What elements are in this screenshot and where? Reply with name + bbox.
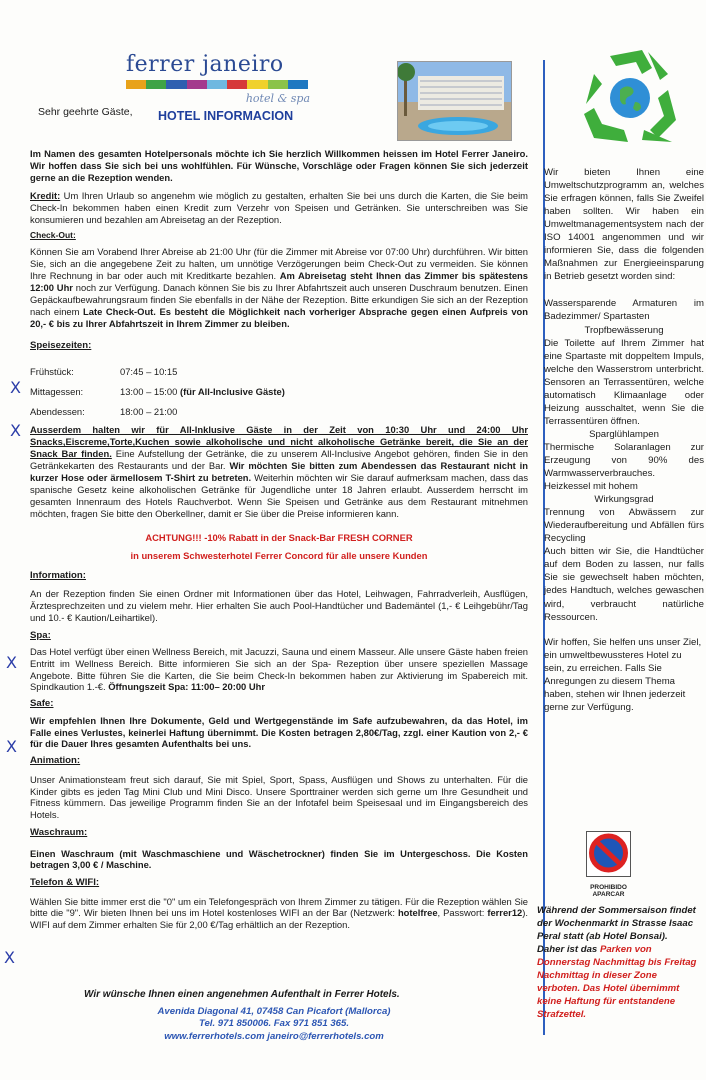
meal-time: 18:00 – 21:00 [120, 406, 178, 418]
closing-greeting: Wir wünsche Ihnen einen angenehmen Aufenthalt in Ferrer Hotels. [84, 989, 400, 1000]
phone-text-3: ). WIFI auf dem Zimmer erhalten Sie für 2,00 €/Tag erhältlich an der Rezeption. [30, 907, 528, 931]
env-towels: Auch bitten wir Sie, die Handtücher auf dem Boden zu lassen, nur falls Sie sie gewechselt haben möchten, jedes Handtuch, welches gewaschen wird, verbraucht natürliche Ressourcen. [544, 546, 704, 623]
market-warning: Parken von Donnerstag Nachmittag bis Freitag Nachmittag in dieser Zone verboten. Das Hotel übernimmt keine Haftung für entstandene Strafzettel. [537, 944, 697, 1021]
environment-info [544, 166, 704, 714]
information-text: An der Rezeption finden Sie einen Ordner mit Informationen über das Hotel, Leihwagen, Fahrradverleih, Ausflügen, Ärztesprechzeiten und zu vielem mehr. Hier erhalten Sie auch Pool-Handtücher und Bademäntel (1,- € Leihgebühr/Tag und 10.- € Kaution/Leihartikel). [30, 587, 528, 623]
spa-text-body: Das Hotel verfügt über einen Wellness Bereich, mit Jacuzzi, Sauna und einem Masseur. Alle unsere Gäste haben freien Entritt im Wellness Bereich. Bitte informieren Sie sich an der Spa- Rezeption über unsere speziellen Massage Angebote. Bitte führen Sie die Karten, die Sie beim Check-In bekommen haben zur Aktivierung im Spabereich mit. Spindkaution 1.-€. [30, 645, 528, 693]
spa-hours: Öffnungszeit Spa: 11:00– 20:00 Uhr [108, 681, 266, 693]
phone-heading: Telefon & WIFI: [30, 877, 100, 889]
meal-time-value: 13:00 – 15:00 [120, 386, 178, 398]
env-measure: Heizkessel mit hohem [544, 481, 638, 493]
checkout-bold-2: Late Check-Out. Es besteht die Möglichkeit nach vorheriger Absprache gegen einen Aufpreis von 20,- € bis zu Ihrer Abfahrtszeit in Ihrem Zimmer zu bleiben. [30, 306, 529, 330]
logo-color-segment [187, 80, 207, 89]
checkout-heading: Check-Out: [30, 229, 76, 240]
meal-row [30, 384, 528, 400]
information-heading: Information: [30, 569, 86, 581]
safe-text: Wir empfehlen Ihnen Ihre Dokumente, Geld und Wertgegenstände im Safe aufzubewahren, da das Hotel, im Falle eines Verlustes, keinerlei Haftung übernimmt. Die Kosten betragen 2,80€/Tag, zzgl. einer Kaution von 2,- € für die Dauer Ihres gesamten Aufenthalts bei uns. [30, 714, 528, 750]
checkout-text-1: Können Sie am Vorabend Ihrer Abreise ab 21:00 Uhr (für die Zimmer mit Abreise vor 07:00 Uhr) durchführen. Wir bitten Sie, sich an die angegebene Zeit zu halten, um unnötige Verzögerungen beim Check-Out zu vermeiden. Sie können Ihre Rechnung in bar oder auch mit Kreditkarte bezahlen. [30, 246, 528, 282]
allinclusive-bold-2: Wir möchten Sie bitten zum Abendessen das Restaurant nicht in kurzer Hose oder ärmellosem T-Shirt zu betreten. [30, 459, 529, 483]
animation-text: Unser Animationsteam freut sich darauf, Sie mit Spiel, Sport, Spass, Ausflügen und Shows zu unterhalten. Für die Kinder gibts es jeden Tag Mini Club und Mini Disco. Unsere Sporttrainer werden sich gerne um Ihre Gesundheit und Fitness kümmern. Das jeweilige Programm finden Sie an der Infotafel beim Speisesaal und im Eingangsbereich des Hotels. [30, 773, 528, 821]
logo-color-segment [166, 80, 186, 89]
main-content [30, 148, 528, 931]
handwritten-x-mark: X [6, 653, 17, 672]
env-measure: Wirkungsgrad [594, 494, 654, 506]
logo-color-bar [126, 80, 308, 89]
logo-color-segment [288, 80, 308, 89]
logo-color-segment [207, 80, 227, 89]
no-parking-sign [586, 831, 631, 897]
meal-row [30, 404, 528, 420]
intro-text: Im Namen des gesamten Hotelpersonals möchte ich Sie herzlich Willkommen heissen im Hotel Ferrer Janeiro. Wir hoffen dass Sie sich bei uns wohlfühlen. Für Wünsche, Vorschläge oder Fragen können Sie sich jederzeit gerne an die Rezeption wenden. [30, 148, 528, 183]
spa-heading: Spa: [30, 629, 51, 641]
handwritten-x-mark: X [10, 421, 21, 440]
wifi-network: hotelfree [397, 907, 438, 919]
logo-color-segment [146, 80, 166, 89]
allinclusive-bold: Ausserdem halten wir für All-Inklusive Gäste in der Zeit von 10:30 Uhr und 24:00 Uhr Snacks,Eiscreme,Torte,Kuchen sowie alkoholische und nicht alkoholische Getränke bereit, die Sie an der Snack Bar finden. [30, 424, 528, 460]
phone-text [30, 896, 528, 932]
logo-text: ferrer janeiro [126, 52, 284, 77]
phone-text-1: Wählen Sie bitte immer erst die "0" um ein Telefongespräch von Ihrem Zimmer zu tätigen. Für die Rezeption wählen Sie bitte die "9". Wir bieten Ihnen bei uns im Hotel kostenloses WIFI an der Bar (Netzwerk: [30, 895, 528, 919]
meal-time [120, 386, 285, 398]
logo-subtitle: hotel & spa [245, 92, 310, 105]
logo-color-segment [268, 80, 288, 89]
env-closing: Wir hoffen, Sie helfen uns unser Ziel, ein umweltbewussteres Hotel zu sein, zu erreichen. Falls Sie Anregungen zu diesem Thema haben, stehen wir Ihnen jederzeit gerne zur Verfügung. [544, 636, 702, 713]
laundry-heading: Waschraum: [30, 827, 88, 839]
handwritten-x-mark: X [4, 948, 15, 967]
meal-label: Mittagessen: [30, 386, 84, 398]
address-line: Avenida Diagonal 41, 07458 Can Picafort (Mallorca) [157, 1006, 391, 1017]
logo-color-segment [126, 80, 146, 89]
allinclusive-text-2: Weiterhin möchten wir Sie darauf aufmerksam machen, dass das spanische Gesetz keine alkoholischen Getränke für Jugendliche unter 18 Jahren erlaubt. Ausserdem herrscht im gesamten Innenraum des Hotels Rauchverbot. Wenn Sie Speisen und Getränke aus dem Restaurant mitnehmen möchten, fragen Sie bitte den Oberkellner, damit er Sie über die Preise informieren kann. [30, 471, 529, 519]
kredit-section [30, 190, 528, 226]
hotel-photo [397, 61, 512, 141]
handwritten-x-mark: X [10, 378, 21, 397]
market-text: Während der Sommersaison findet der Wochenmarkt in Strasse Isaac Peral statt (ab Hotel Bonsai). Daher ist das [537, 905, 696, 956]
allinclusive-text [30, 424, 528, 520]
logo-color-segment [247, 80, 267, 89]
greeting: Sehr geehrte Gäste, [38, 106, 133, 118]
wifi-password: ferrer12 [487, 907, 523, 919]
checkout-text [30, 246, 528, 330]
env-measure: Sparglühlampen [589, 428, 659, 440]
promo-line-2: in unserem Schwesterhotel Ferrer Concord für alle unsere Kunden [130, 549, 428, 561]
checkout-bold-1: Am Abreisetag steht Ihnen das Zimmer bis spätestens 12:00 Uhr [30, 270, 528, 294]
recycle-icon [580, 46, 680, 148]
env-measure: Thermische Solaranlagen zur Erzeugung von 90% des Warmwasserverbrauches. [544, 441, 704, 480]
animation-heading: Animation: [30, 755, 81, 767]
env-measure: Tropfbewässerung [584, 324, 664, 336]
meal-label: Abendessen: [30, 406, 85, 418]
promo-line-1: ACHTUNG!!! -10% Rabatt in der Snack-Bar FRESH CORNER [145, 531, 413, 543]
meal-row [30, 364, 528, 380]
env-measure: Die Toilette auf Ihrem Zimmer hat eine Spartaste mit doppeltem Impuls, welche den Wasserstrom unterbricht. Sensoren an Terrassentüren, welche automatisch Klimaanlage oder Heizung ausschaltet, wenn Sie die Terrassentüren öffnen. [544, 337, 704, 427]
web-line: www.ferrerhotels.com janeiro@ferrerhotels.com [164, 1030, 384, 1042]
spa-text [30, 646, 528, 694]
handwritten-x-mark: X [6, 737, 17, 756]
env-measure: Trennung von Abwässern zur Wiederaufbereitung und Abfällen fürs Recycling [544, 507, 704, 545]
allinclusive-text-1: Eine Aufstellung der Getränke, die zu unserem All-Inclusive Angebot gehören, finden Sie in den Getränkekarten des Restaurants und der Bar. [30, 448, 529, 471]
checkout-text-2: noch zur Verfügung. Danach können Sie bis zu Ihrer Abfahrtszeit auch unseren Duschraum benutzen. Einen Gepäckaufbewahrungsraum finden Sie ebenfalls in der Nähe der Rezeption. Bitte erkundigen Sie sich an der Rezeption nach einem [30, 282, 529, 318]
laundry-text: Einen Waschraum (mit Waschmaschiene und Wäschetrockner) finden Sie im Untergeschoss. Die Kosten betragen 3,00 € / Maschine. [30, 847, 528, 871]
kredit-text: Um Ihren Urlaub so angenehm wie möglich zu gestalten, erhalten Sie bei uns durch die Karten, die Sie beim Check-In bekommen haben einen Kredit zum Verzehr von Speisen und Getränken. Sie unterschreiben was Sie konsumieren und bezahlen am Abreisetag an der Rezeption. [30, 189, 528, 225]
kredit-label: Kredit: [30, 189, 61, 201]
env-measure: Wassersparende Armaturen im Badezimmer/ Spartasten [544, 298, 704, 323]
meal-time: 07:45 – 10:15 [120, 366, 178, 378]
page-title: HOTEL INFORMACION [158, 109, 294, 123]
phone-line: Tel. 971 850006. Fax 971 851 365. [198, 1018, 350, 1030]
env-intro: Wir bieten Ihnen eine Umweltschutzprogramm an, welches Sie erfragen können, falls Sie Zweifel haben sollten. Wir haben ein Umweltmanagementsystem nach der ISO 14001 angenommen und wir informieren Sie, dass die folgenden Maßnahmen zur Energieeinsparung in Betrieb gesetzt worden sind: [544, 167, 704, 283]
meal-note: (für All-Inclusive Gäste) [179, 386, 285, 398]
market-notice [537, 904, 697, 1021]
sign-label: PROHIBIDO APARCAR [590, 884, 627, 899]
hotel-address [144, 1006, 404, 1043]
safe-heading: Safe: [30, 698, 54, 710]
phone-text-2: , Passwort: [437, 907, 485, 919]
meal-label: Frühstück: [30, 366, 74, 378]
meals-heading: Speisezeiten: [30, 339, 92, 351]
hotel-logo [124, 52, 314, 114]
logo-color-segment [227, 80, 247, 89]
